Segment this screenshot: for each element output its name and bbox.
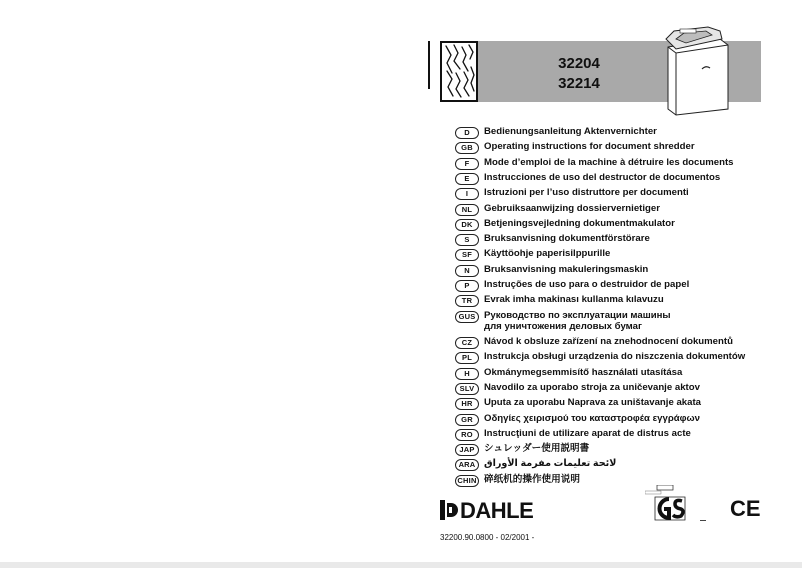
language-code-badge: E [455, 173, 479, 185]
language-code-badge: CHIN [455, 475, 479, 487]
model-number-2: 32214 [558, 75, 600, 92]
language-title: 碎纸机的操作使用说明 [484, 473, 580, 485]
list-item [455, 126, 775, 141]
list-item [455, 141, 775, 156]
language-title: Οδηγίες χειρισμού του καταστροφέα εγγράφων [484, 412, 700, 424]
language-code-badge: PL [455, 352, 479, 364]
language-code-badge: S [455, 234, 479, 246]
list-item [455, 264, 775, 279]
language-code-badge: N [455, 265, 479, 277]
language-code-badge: I [455, 188, 479, 200]
language-title: Operating instructions for document shredder [484, 141, 695, 153]
language-title: Instruções de uso para o destruidor de papel [484, 279, 690, 290]
list-item [455, 172, 775, 187]
language-title: Návod k obsluze zařízení na znehodnocení dokumentů [484, 336, 733, 347]
language-code-badge: GUS [455, 311, 479, 323]
list-item [455, 279, 775, 294]
list-item [455, 248, 775, 263]
language-title: Evrak imha makinası kullanma kılavuzu [484, 294, 664, 306]
list-item [455, 458, 775, 473]
shred-pattern-icon [440, 41, 478, 102]
language-code-badge: CZ [455, 337, 479, 349]
language-title: Navodilo za uporabo stroja za uničevanje aktov [484, 381, 700, 393]
language-code-badge: DK [455, 219, 479, 231]
language-code-badge: SF [455, 249, 479, 261]
shred-strips-graphic [442, 43, 476, 100]
language-code-badge: SLV [455, 383, 479, 395]
list-item [455, 351, 775, 366]
brand-mark-icon [440, 500, 458, 520]
list-item [455, 367, 775, 382]
language-title: Betjeningsvejledning dokumentmakulator [484, 217, 675, 229]
list-item [455, 157, 775, 172]
list-item [455, 310, 775, 336]
language-code-badge: RO [455, 429, 479, 441]
language-title-line-2: для уничтожения деловых бумаг [484, 320, 642, 332]
language-code-badge: JAP [455, 444, 479, 456]
document-number: 32200.90.0800 - 02/2001 - [440, 533, 535, 542]
language-code-badge: GB [455, 142, 479, 154]
list-item [455, 187, 775, 202]
language-code-badge: GR [455, 414, 479, 426]
brand-logo [440, 499, 550, 523]
language-title: Istruzioni per l’uso distruttore per documenti [484, 187, 689, 199]
list-item [455, 443, 775, 458]
language-title: Bruksanvisning dokumentförstörare [484, 233, 650, 245]
list-item [455, 203, 775, 218]
language-title: Instrucţiuni de utilizare aparat de distrus acte [484, 427, 691, 439]
language-title: Bedienungsanleitung Aktenvernichter [484, 126, 657, 137]
list-item [455, 218, 775, 233]
gs-certification-icon [645, 485, 687, 523]
language-title: Uputa za uporabu Naprava za uništavanje akata [484, 397, 701, 409]
language-code-badge: ARA [455, 459, 479, 471]
language-code-badge: NL [455, 204, 479, 216]
list-item [455, 233, 775, 248]
language-code-badge: HR [455, 398, 479, 410]
shredder-illustration [662, 25, 732, 117]
language-code-badge: H [455, 368, 479, 380]
brand-name: DAHLE [460, 498, 534, 523]
language-title: Gebruiksaanwijzing dossiervernietiger [484, 202, 660, 214]
ce-mark: CE [730, 496, 761, 521]
language-code-badge: F [455, 158, 479, 170]
language-title: لائحة تعليمات مفرمة الأوراق [484, 458, 617, 470]
list-item [455, 397, 775, 412]
language-title: Instrucciones de uso del destructor de documentos [484, 171, 721, 183]
bottom-edge [0, 562, 802, 568]
model-number-1: 32204 [558, 55, 600, 72]
language-title: Bruksanvisning makuleringsmaskin [484, 263, 649, 275]
list-item [455, 382, 775, 397]
language-code-badge: TR [455, 295, 479, 307]
list-item [455, 336, 775, 351]
language-title: Käyttöohje paperisilppurille [484, 248, 611, 260]
language-title: Mode d’emploi de la machine à détruire les documents [484, 156, 734, 168]
list-item [455, 474, 775, 489]
language-code-badge: D [455, 127, 479, 139]
list-item [455, 413, 775, 428]
language-title: Okmánymegsemmisítő használati utasítása [484, 366, 683, 378]
language-title: Руководство по эксплуатации машины [484, 309, 671, 321]
header-vertical-rule [428, 41, 430, 89]
list-item [455, 428, 775, 443]
list-item [455, 294, 775, 309]
language-title: Instrukcja obsługi urządzenia do niszczenia dokumentów [484, 351, 746, 363]
language-code-badge: P [455, 280, 479, 292]
separator-dash [700, 520, 706, 521]
language-title: シュレッダー使用説明書 [484, 443, 590, 455]
